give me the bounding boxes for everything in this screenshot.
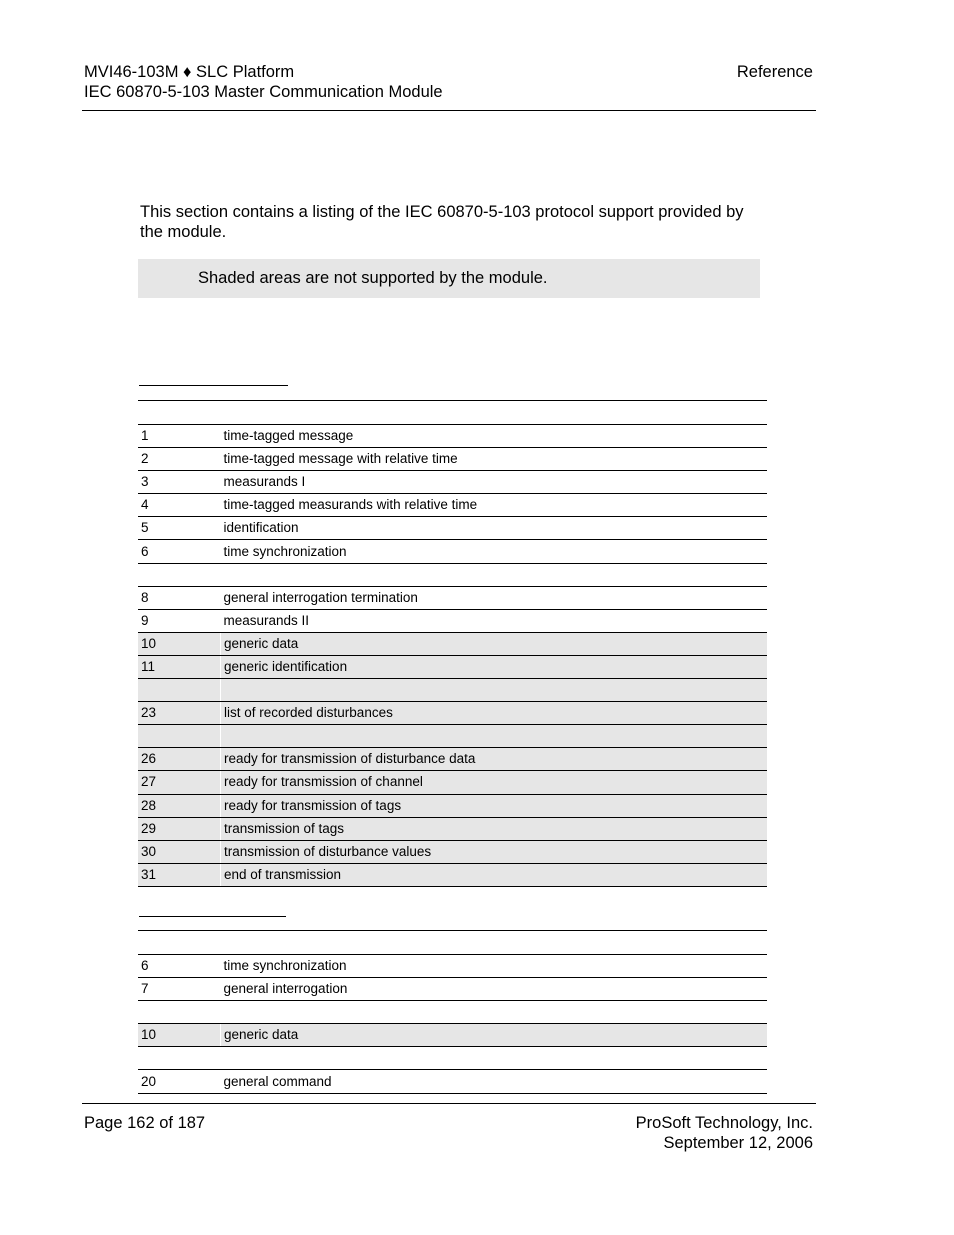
table-row	[138, 1070, 767, 1093]
type-id-cell: 27	[138, 771, 221, 794]
description-cell: list of recorded disturbances	[221, 702, 768, 725]
type-id-cell: 23	[138, 702, 221, 725]
type-id-cell	[138, 725, 221, 748]
description-cell: time-tagged message	[221, 425, 768, 448]
description-cell: general interrogation termination	[221, 586, 768, 609]
footer-divider	[82, 1103, 816, 1104]
type-id-cell: 30	[138, 840, 221, 863]
description-cell: transmission of disturbance values	[221, 840, 768, 863]
description-cell	[221, 1047, 768, 1070]
table-row	[138, 1024, 767, 1047]
table-row	[138, 425, 767, 448]
description-cell: ready for transmission of tags	[221, 794, 768, 817]
footer-company: ProSoft Technology, Inc.	[635, 1114, 813, 1132]
description-cell: measurands II	[221, 609, 768, 632]
header-module-line: IEC 60870-5-103 Master Communication Module	[84, 83, 443, 101]
type-id-cell	[138, 1047, 221, 1070]
description-cell: time synchronization	[221, 955, 768, 978]
table-row	[138, 1047, 767, 1070]
table-row	[138, 494, 767, 517]
type-id-cell: 7	[138, 978, 221, 1001]
footer-publisher	[636, 1113, 813, 1153]
table-row	[138, 609, 767, 632]
description-cell: identification	[221, 517, 768, 540]
description-cell: general command	[221, 1070, 768, 1093]
description-cell: general interrogation	[221, 978, 768, 1001]
footer-date: September 12, 2006	[663, 1134, 813, 1152]
type-id-cell	[138, 679, 221, 702]
running-header-title	[84, 62, 443, 102]
description-cell: ready for transmission of channel	[221, 771, 768, 794]
table-row	[138, 817, 767, 840]
type-id-cell: 11	[138, 655, 221, 678]
type-id-cell: 5	[138, 517, 221, 540]
table-row	[138, 702, 767, 725]
header-section-label: Reference	[736, 63, 813, 81]
description-cell: generic data	[221, 1024, 768, 1047]
section-underline-2	[139, 916, 286, 917]
type-id-cell: 28	[138, 794, 221, 817]
type-id-cell: 2	[138, 448, 221, 471]
header-divider	[82, 110, 816, 111]
table-row	[138, 448, 767, 471]
description-cell: end of transmission	[221, 863, 768, 886]
type-id-cell: 10	[138, 1024, 221, 1047]
table-row	[138, 540, 767, 563]
description-cell: generic data	[221, 632, 768, 655]
type-id-cell: 3	[138, 471, 221, 494]
control-direction-table	[138, 930, 767, 1094]
description-cell: time synchronization	[221, 540, 768, 563]
type-id-cell: 26	[138, 748, 221, 771]
table-row	[138, 471, 767, 494]
intro-paragraph: This section contains a listing of the IEC 60870-5-103 protocol support provided by the module.	[140, 203, 744, 241]
type-id-cell: 20	[138, 1070, 221, 1093]
table-row	[138, 955, 767, 978]
table-row	[138, 840, 767, 863]
table-row	[138, 978, 767, 1001]
type-id-cell: 1	[138, 425, 221, 448]
description-cell: measurands I	[221, 471, 768, 494]
type-id-cell: 10	[138, 632, 221, 655]
table-row	[138, 1001, 767, 1024]
type-id-cell: 9	[138, 609, 221, 632]
description-cell	[221, 563, 768, 586]
table-row	[138, 586, 767, 609]
type-id-cell: 4	[138, 494, 221, 517]
table-row	[138, 863, 767, 886]
table-row	[138, 725, 767, 748]
description-cell	[221, 725, 768, 748]
table-row	[138, 679, 767, 702]
header-product-line: MVI46-103M ♦ SLC Platform	[84, 63, 295, 81]
table-row	[138, 771, 767, 794]
monitor-direction-table	[138, 400, 767, 887]
description-cell: transmission of tags	[221, 817, 768, 840]
table-row	[138, 563, 767, 586]
type-id-cell: 6	[138, 955, 221, 978]
table-row	[138, 748, 767, 771]
note-box	[138, 259, 760, 298]
footer-page-number: Page 162 of 187	[84, 1114, 206, 1132]
type-id-cell: 31	[138, 863, 221, 886]
description-cell	[221, 679, 768, 702]
section-underline-1	[139, 385, 288, 386]
description-cell: ready for transmission of disturbance data	[221, 748, 768, 771]
table-row	[138, 632, 767, 655]
type-id-cell: 29	[138, 817, 221, 840]
table-header-row	[138, 401, 767, 425]
description-cell	[221, 1001, 768, 1024]
note-text: Shaded areas are not supported by the module.	[198, 269, 548, 287]
table-row	[138, 655, 767, 678]
type-id-cell	[138, 1001, 221, 1024]
table-header-row	[138, 931, 767, 955]
table-row	[138, 517, 767, 540]
description-cell: generic identification	[221, 655, 768, 678]
type-id-cell: 6	[138, 540, 221, 563]
description-cell: time-tagged measurands with relative time	[221, 494, 768, 517]
type-id-cell: 8	[138, 586, 221, 609]
description-cell: time-tagged message with relative time	[221, 448, 768, 471]
table-row	[138, 794, 767, 817]
type-id-cell	[138, 563, 221, 586]
